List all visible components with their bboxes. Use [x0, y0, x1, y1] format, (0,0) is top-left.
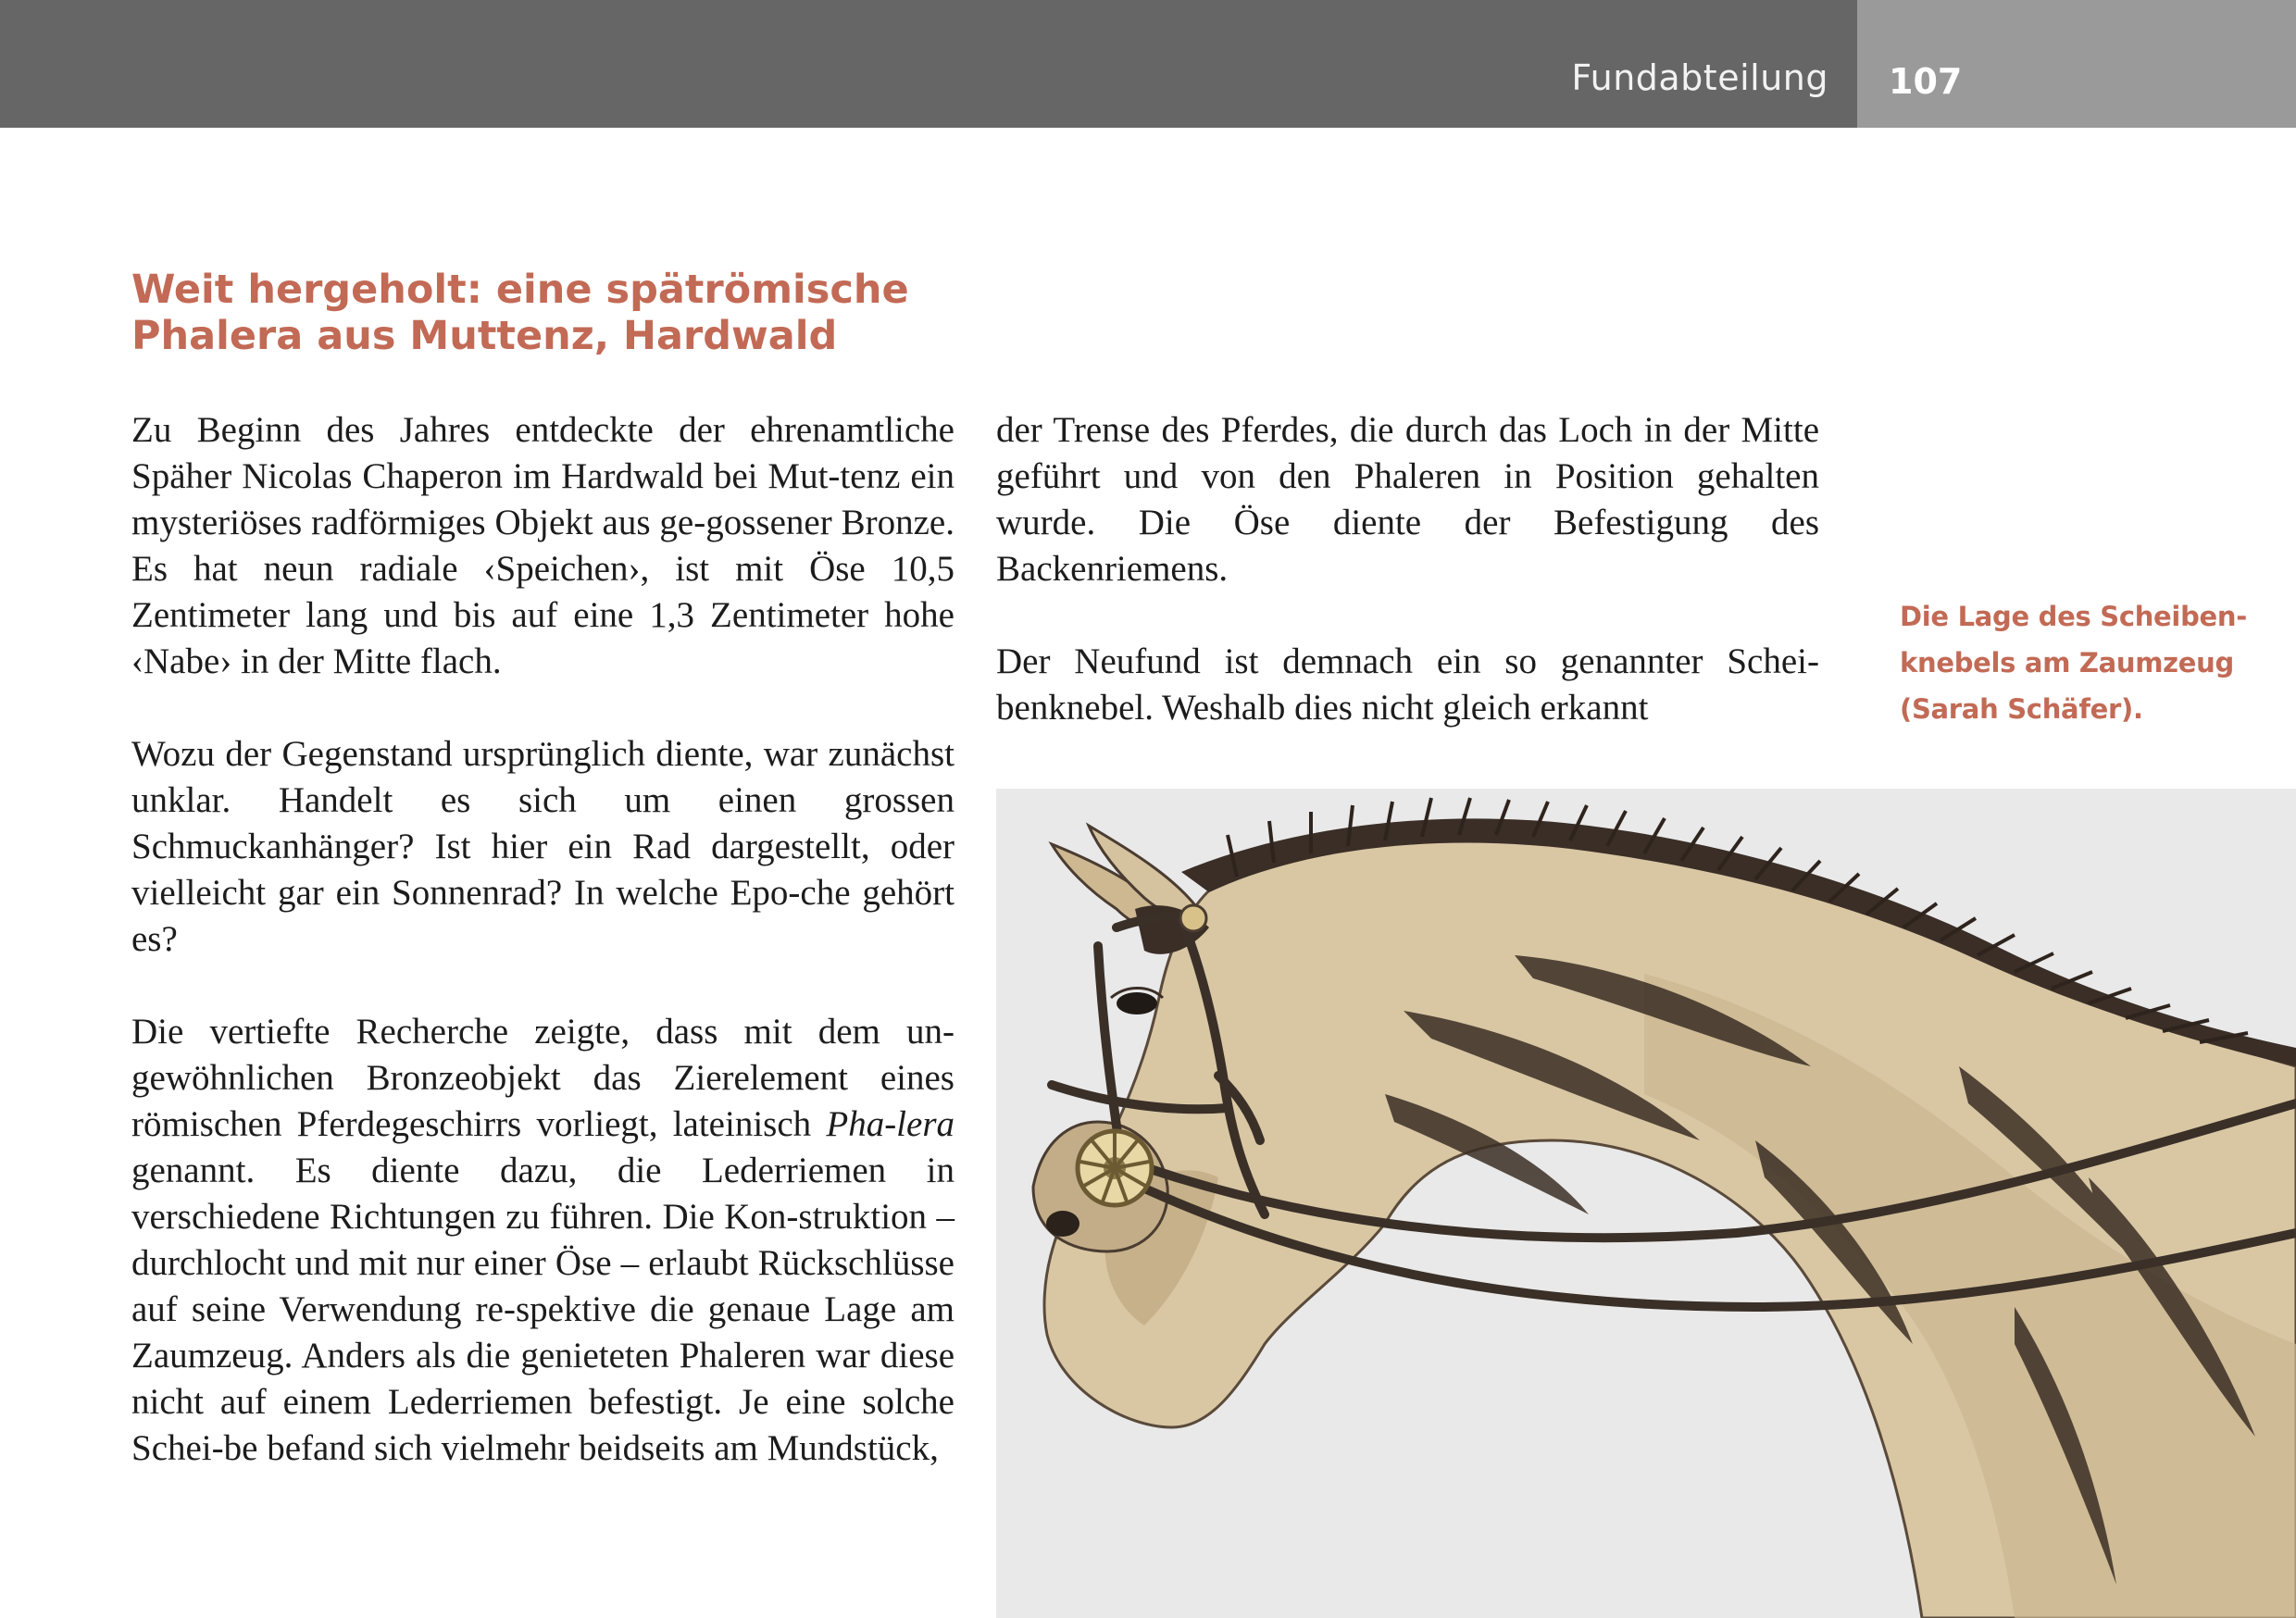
- latin-term: Pha-lera: [826, 1104, 955, 1144]
- paragraph: Der Neufund ist demnach ein so genannter Schei-benknebel. Weshalb dies nicht gleich erkannt: [996, 641, 1819, 728]
- figure-caption: [1900, 593, 2270, 732]
- phalera-disc: [1078, 1131, 1152, 1205]
- caption-line: Die Lage des Scheiben-: [1900, 601, 2247, 632]
- paragraph-text: Die vertiefte Recherche zeigte, dass mit dem un-gewöhnlichen Bronzeobjekt das Zierelement eines römischen Pferdegeschirrs vorliegt, lateinisch: [131, 1012, 955, 1144]
- paragraph-text: genannt. Es diente dazu, die Lederriemen in verschiedene Richtungen zu führen. Die Kon-struktion – durchlocht und mit nur einer Öse – erlaubt Rückschlüsse auf seine Verwendung re-spektive die genaue Lage am Zaumzeug. Anders als die genieteten Phaleren war diese nicht auf einem Lederriemen befestigt. Je eine solche Schei-be befand sich vielmehr beidseits am Mundstück,: [131, 1151, 955, 1468]
- article-title-line-2: Phalera aus Muttenz, Hardwald: [131, 313, 838, 359]
- body-column-right: [996, 407, 1819, 778]
- paragraph: Zu Beginn des Jahres entdeckte der ehrenamtliche Späher Nicolas Chaperon im Hardwald bei Mut-tenz ein mysteriöses radförmiges Objekt aus ge-gossener Bronze. Es hat neun radiale ‹Speichen›, ist mit Öse 10,5 Zentimeter lang und bis auf eine 1,3 Zentimeter hohe ‹Nabe› in der Mitte flach.: [131, 410, 955, 681]
- paragraph: [131, 1009, 955, 1472]
- article-title: [131, 267, 965, 359]
- paragraph: der Trense des Pferdes, die durch das Loch in der Mitte geführt und von den Phaleren in Position gehalten wurde. Die Öse diente der Befestigung des Backenriemens.: [996, 410, 1819, 589]
- bridle-buckle: [1180, 905, 1206, 931]
- body-column-left: [131, 407, 955, 1518]
- section-label: Fundabteilung: [1571, 57, 1828, 98]
- article-title-line-1: Weit hergeholt: eine spätrömische: [131, 267, 909, 313]
- page-number: 107: [1889, 61, 1963, 102]
- caption-line: knebels am Zaumzeug: [1900, 647, 2234, 678]
- horse-drawing: [996, 789, 2296, 1618]
- horse-eye: [1117, 992, 1157, 1014]
- paragraph: Wozu der Gegenstand ursprünglich diente, war zunächst unklar. Handelt es sich um einen grossen Schmuckanhänger? Ist hier ein Rad dargestellt, oder vielleicht gar ein Sonnenrad? In welche Epo-che gehört es?: [131, 734, 955, 959]
- horse-illustration: [996, 789, 2296, 1618]
- horse-nostril: [1046, 1211, 1079, 1237]
- caption-line: (Sarah Schäfer).: [1900, 693, 2143, 725]
